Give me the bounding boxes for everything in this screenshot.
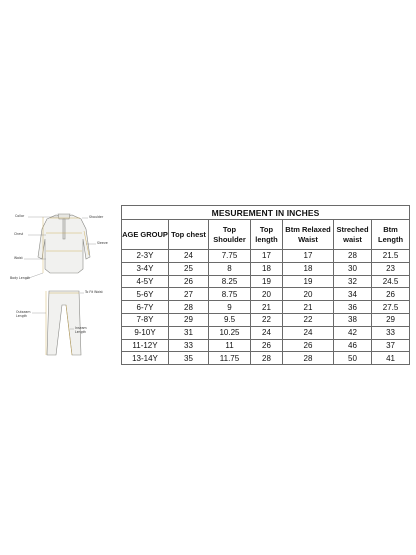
measurement-cell: 38 <box>334 313 372 326</box>
table-row <box>122 301 410 314</box>
measurement-cell: 21 <box>251 301 283 314</box>
measurement-cell: 28 <box>169 301 209 314</box>
measurement-cell: 27 <box>169 288 209 301</box>
measurement-cell: 36 <box>334 301 372 314</box>
measurement-cell: 35 <box>169 352 209 365</box>
table-row <box>122 275 410 288</box>
measurement-cell: 28 <box>283 352 334 365</box>
sleeve-label: Sleeve <box>97 241 108 245</box>
table-row <box>122 262 410 275</box>
measurement-cell: 22 <box>283 313 334 326</box>
measurement-cell: 42 <box>334 326 372 339</box>
measurement-cell: 24.5 <box>372 275 410 288</box>
measurement-cell: 18 <box>251 262 283 275</box>
table-row <box>122 339 410 352</box>
table-row <box>122 352 410 365</box>
measurement-cell: 26 <box>372 288 410 301</box>
measurement-cell: 33 <box>372 326 410 339</box>
kurta-pyjama-outline <box>6 205 118 365</box>
measurement-cell: 20 <box>283 288 334 301</box>
measurement-cell: 17 <box>283 250 334 263</box>
age-group-cell: 3-4Y <box>122 262 169 275</box>
measurement-cell: 19 <box>251 275 283 288</box>
measurement-cell: 34 <box>334 288 372 301</box>
table-row <box>122 288 410 301</box>
measurement-cell: 28 <box>251 352 283 365</box>
measurement-cell: 23 <box>372 262 410 275</box>
measurement-cell: 46 <box>334 339 372 352</box>
measurement-cell: 26 <box>283 339 334 352</box>
measurement-cell: 26 <box>251 339 283 352</box>
measurement-cell: 17 <box>251 250 283 263</box>
measurement-cell: 19 <box>283 275 334 288</box>
measurement-cell: 31 <box>169 326 209 339</box>
measurement-cell: 24 <box>283 326 334 339</box>
age-group-cell: 11-12Y <box>122 339 169 352</box>
measurement-cell: 21.5 <box>372 250 410 263</box>
measurement-cell: 26 <box>169 275 209 288</box>
outseam-length-label: Outseam Length <box>16 310 31 318</box>
measurement-cell: 32 <box>334 275 372 288</box>
measurement-cell: 21 <box>283 301 334 314</box>
age-group-cell: 9-10Y <box>122 326 169 339</box>
table-row <box>122 313 410 326</box>
column-header: Btm Length <box>372 220 410 250</box>
column-header: Top chest <box>169 220 209 250</box>
measurement-cell: 8 <box>209 262 251 275</box>
column-header: Streched waist <box>334 220 372 250</box>
column-header: AGE GROUP <box>122 220 169 250</box>
measurement-cell: 28 <box>334 250 372 263</box>
column-header: Top length <box>251 220 283 250</box>
inseam-length-label: Inseam Length <box>75 326 87 334</box>
measurement-cell: 24 <box>251 326 283 339</box>
measurement-cell: 11 <box>209 339 251 352</box>
body-length-label: Body Length <box>10 276 31 280</box>
size-chart-table <box>121 205 410 365</box>
measurement-cell: 20 <box>251 288 283 301</box>
measurement-cell: 37 <box>372 339 410 352</box>
measurement-cell: 33 <box>169 339 209 352</box>
waist-label: Waist <box>14 256 23 260</box>
measurement-cell: 8.25 <box>209 275 251 288</box>
table-row <box>122 250 410 263</box>
to-fit-waist-label: To Fit Waist <box>85 290 103 294</box>
measurement-cell: 24 <box>169 250 209 263</box>
column-header: Btm Relaxed Waist <box>283 220 334 250</box>
age-group-cell: 13-14Y <box>122 352 169 365</box>
collar-label: Collar <box>15 214 25 218</box>
measurement-cell: 41 <box>372 352 410 365</box>
measurement-cell: 27.5 <box>372 301 410 314</box>
table-title: MESUREMENT IN INCHES <box>122 206 410 220</box>
measurement-cell: 7.75 <box>209 250 251 263</box>
measurement-cell: 25 <box>169 262 209 275</box>
measurement-cell: 29 <box>372 313 410 326</box>
measurement-cell: 9.5 <box>209 313 251 326</box>
table-header-row <box>122 220 410 250</box>
measurement-cell: 50 <box>334 352 372 365</box>
chest-label: Chest <box>14 232 24 236</box>
table-row <box>122 326 410 339</box>
measurement-cell: 22 <box>251 313 283 326</box>
measurement-cell: 18 <box>283 262 334 275</box>
measurement-cell: 11.75 <box>209 352 251 365</box>
age-group-cell: 6-7Y <box>122 301 169 314</box>
measurement-cell: 8.75 <box>209 288 251 301</box>
column-header: Top Shoulder <box>209 220 251 250</box>
shoulder-label: Shoulder <box>89 215 104 219</box>
age-group-cell: 4-5Y <box>122 275 169 288</box>
age-group-cell: 5-6Y <box>122 288 169 301</box>
age-group-cell: 2-3Y <box>122 250 169 263</box>
measurement-cell: 29 <box>169 313 209 326</box>
measurement-diagram <box>6 205 118 365</box>
measurement-cell: 9 <box>209 301 251 314</box>
measurement-cell: 10.25 <box>209 326 251 339</box>
measurement-cell: 30 <box>334 262 372 275</box>
age-group-cell: 7-8Y <box>122 313 169 326</box>
table-body <box>122 250 410 365</box>
